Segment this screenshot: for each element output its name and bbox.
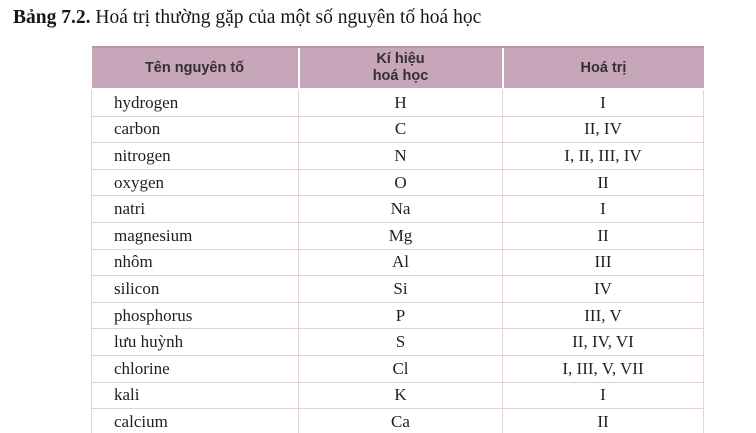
element-name: calcium [92,409,299,433]
table-caption [13,7,481,29]
header-chemical-symbol-line1: Kí hiệu [376,51,425,68]
valence-table-container [91,46,703,433]
element-symbol: Na [299,196,503,223]
element-name: nhôm [92,249,299,276]
element-symbol: Cl [299,355,503,382]
table-caption-text: Hoá trị thường gặp của một số nguyên tố hoá học [90,7,482,28]
element-name: phosphorus [92,302,299,329]
table-row [92,116,704,143]
element-name: hydrogen [92,89,299,116]
table-header-row [92,47,704,89]
element-name: nitrogen [92,143,299,170]
element-valence: I [503,196,704,223]
element-valence: III, V [503,302,704,329]
element-name: lưu huỳnh [92,329,299,356]
table-row [92,276,704,303]
element-valence: I, III, V, VII [503,355,704,382]
header-valence: Hoá trị [503,47,704,89]
table-row [92,169,704,196]
table-row [92,355,704,382]
table-row [92,143,704,170]
element-valence: II, IV, VI [503,329,704,356]
table-caption-number: Bảng 7.2. [13,7,91,28]
element-valence: II [503,409,704,433]
table-row [92,382,704,409]
header-chemical-symbol-line2: hoá học [372,68,429,84]
header-element-name: Tên nguyên tố [92,47,299,89]
valence-table [91,46,704,433]
element-name: kali [92,382,299,409]
table-row [92,222,704,249]
element-valence: III [503,249,704,276]
table-body [92,89,704,433]
element-symbol: C [299,116,503,143]
element-valence: I, II, III, IV [503,143,704,170]
element-name: chlorine [92,355,299,382]
element-valence: IV [503,276,704,303]
table-row [92,196,704,223]
table-row [92,249,704,276]
element-symbol: O [299,169,503,196]
element-name: oxygen [92,169,299,196]
element-symbol: S [299,329,503,356]
element-name: silicon [92,276,299,303]
table-row [92,302,704,329]
element-valence: I [503,382,704,409]
element-symbol: Mg [299,222,503,249]
element-symbol: Al [299,249,503,276]
element-symbol: H [299,89,503,116]
element-valence: II [503,222,704,249]
element-valence: II [503,169,704,196]
element-symbol: Ca [299,409,503,433]
element-symbol: K [299,382,503,409]
element-name: magnesium [92,222,299,249]
element-valence: II, IV [503,116,704,143]
table-row [92,329,704,356]
table-row [92,409,704,433]
element-symbol: P [299,302,503,329]
table-row [92,89,704,116]
element-symbol: Si [299,276,503,303]
element-name: carbon [92,116,299,143]
element-name: natri [92,196,299,223]
element-valence: I [503,89,704,116]
header-chemical-symbol [299,47,503,89]
element-symbol: N [299,143,503,170]
